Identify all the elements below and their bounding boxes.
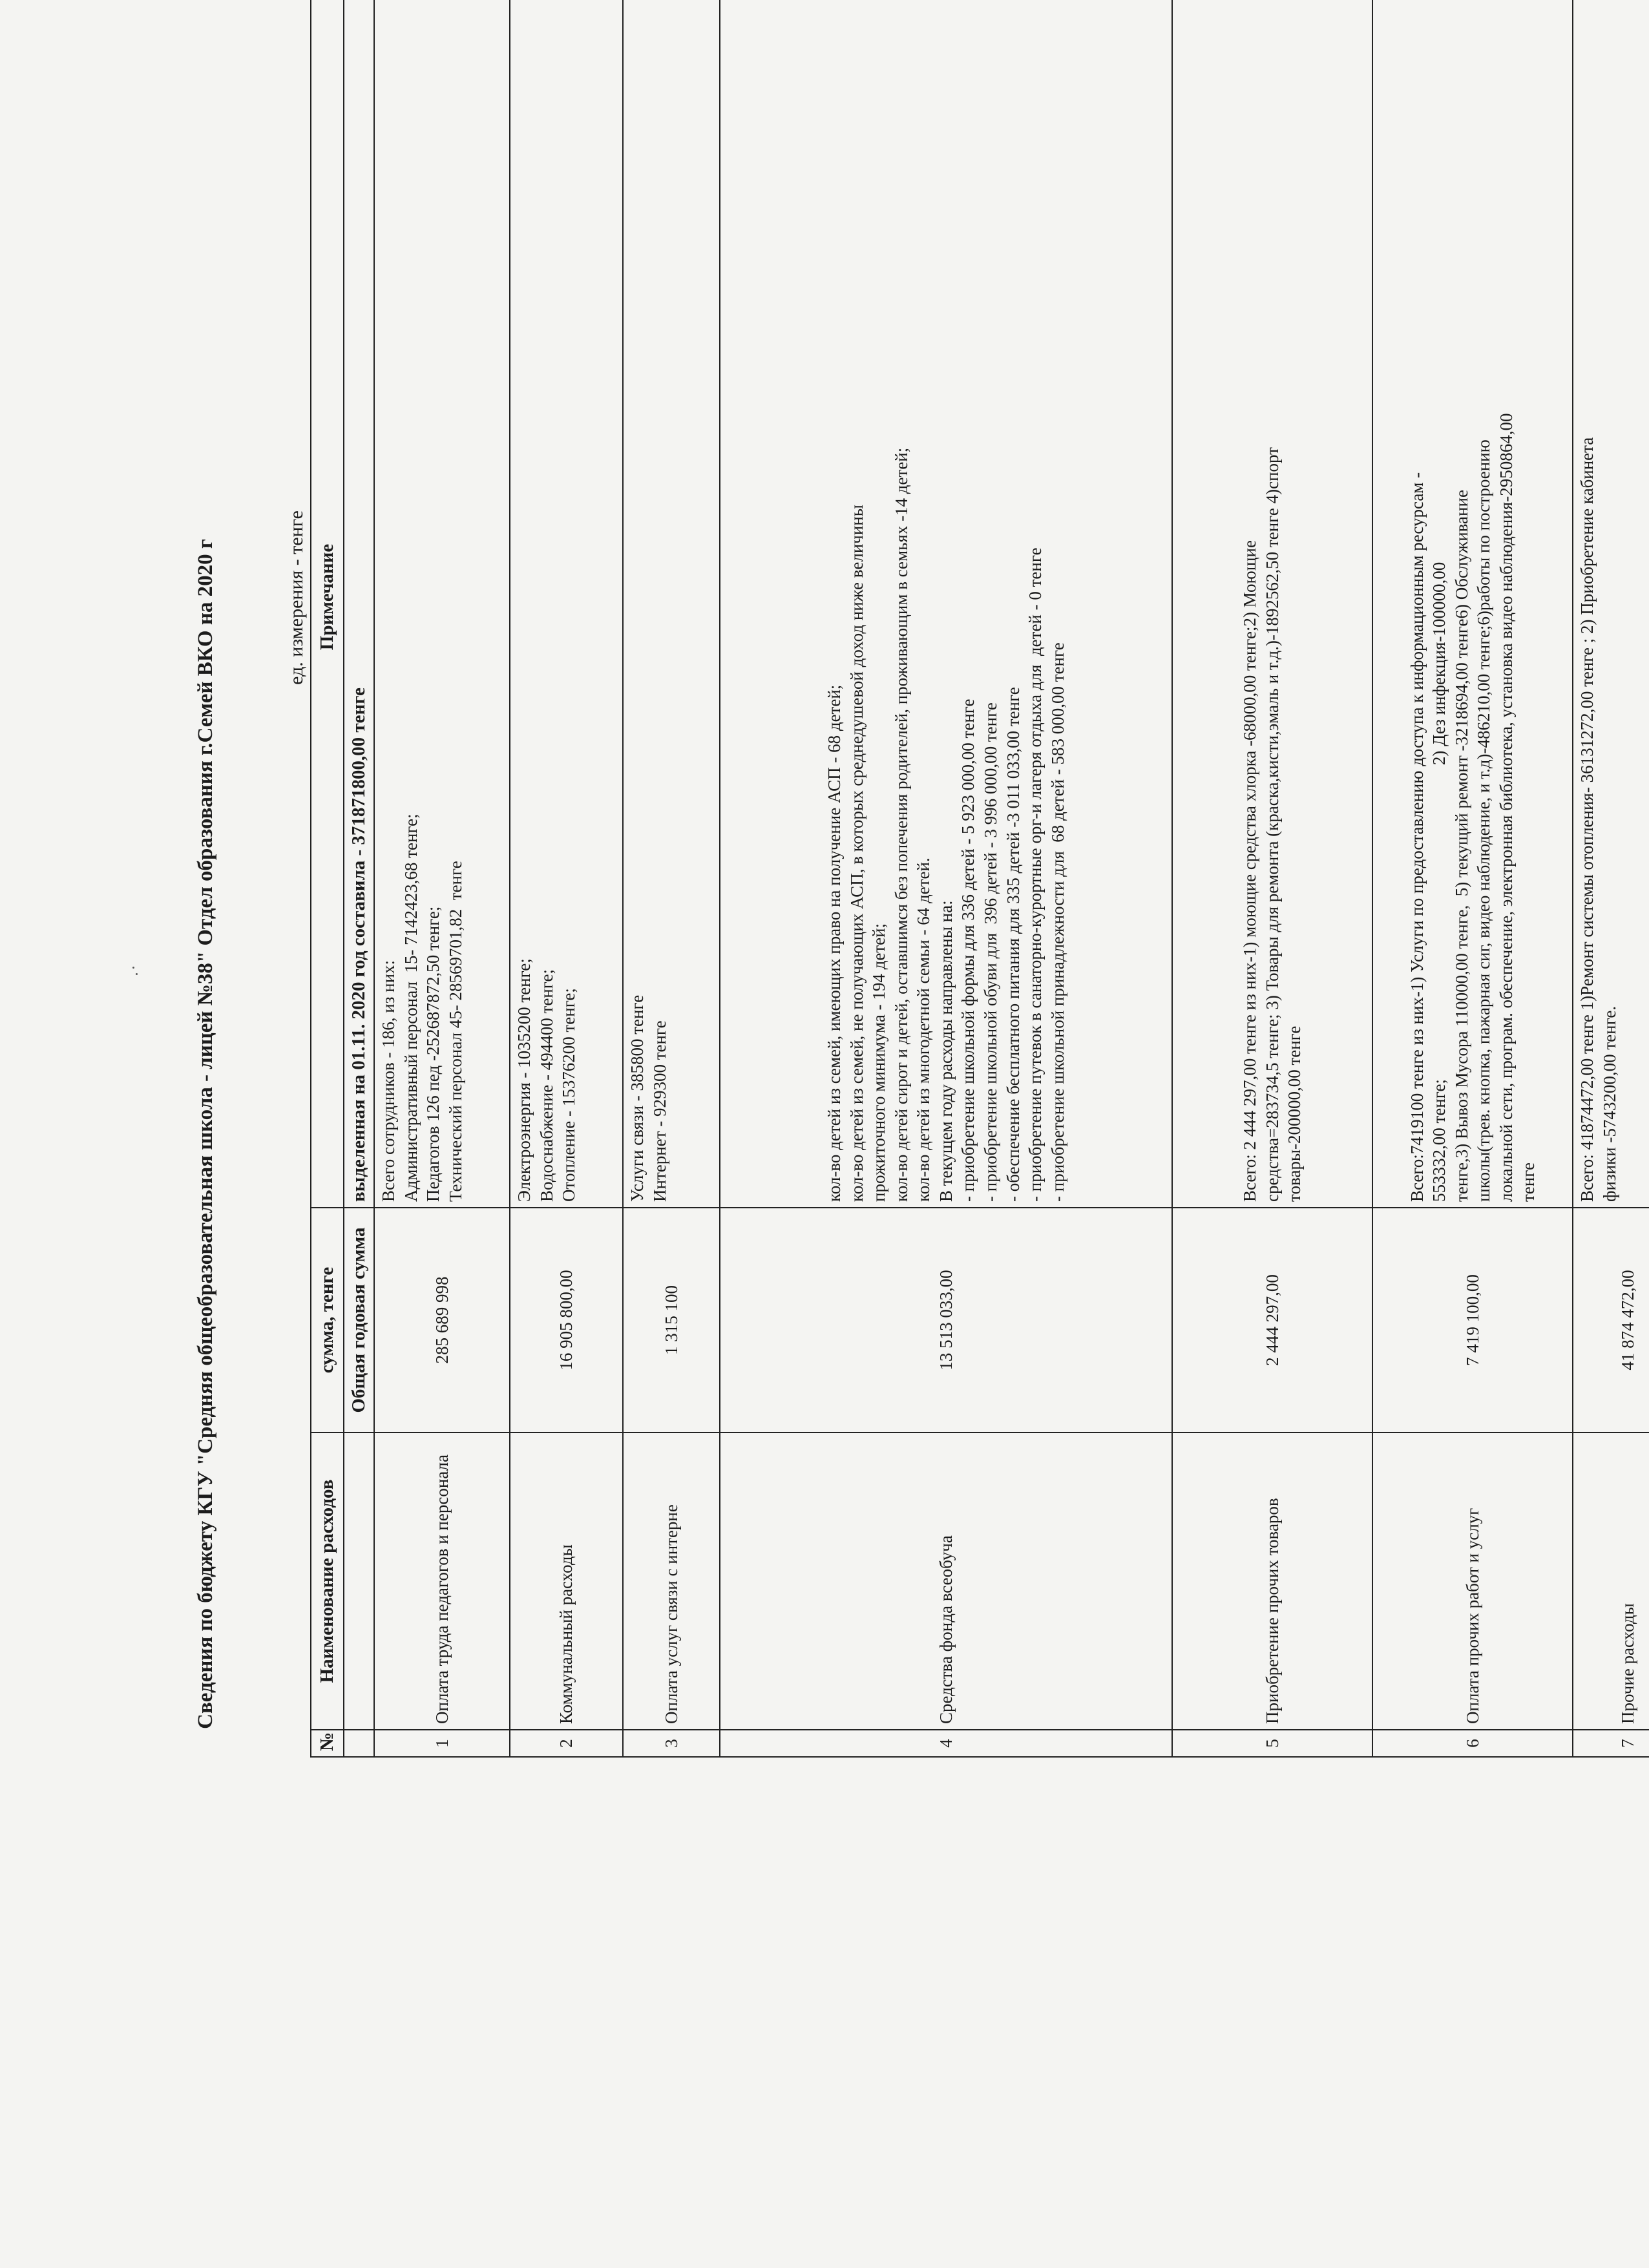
table-row (1573, 0, 1649, 1757)
col-header-note: Примечание (311, 0, 344, 1208)
expense-sum: 13 513 033,00 (720, 1208, 1172, 1433)
note-line: Педагогов 126 пед -252687872,50 тенге; (423, 906, 443, 1202)
expense-note (623, 0, 720, 1208)
expense-name: Оплата услуг связи с интерне (623, 1433, 720, 1730)
expense-name: Оплата труда педагогов и персонала (374, 1433, 510, 1730)
note-line: - приобретение школьной принадлежности для 68 детей - 583 000,00 тенге (1047, 642, 1067, 1202)
expense-sum: 41 874 472,00 (1573, 1208, 1649, 1433)
total-row (344, 0, 374, 1757)
note-line: локальной сети, програм. обеспечение, электронная библиотека, установка видео наблюдения-2950864,00 (1496, 413, 1516, 1202)
table-row (374, 0, 510, 1757)
units-label: ед. измерения - тенге (286, 510, 307, 685)
expense-note (374, 0, 510, 1208)
note-line: - обеспечение бесплатного питания для 335 детей -3 011 033,00 тенге (1003, 687, 1023, 1202)
note-line: кол-во детей из семей, имеющих право на получение АСП - 68 детей; (824, 684, 845, 1202)
note-line: В текущем году расходы направлены на: (936, 900, 956, 1202)
col-header-name: Наименование расходов (311, 1433, 344, 1730)
note-line: школы(трев. кнопка, пажарная сиг, видео наблюдение, и т.д)-486210,00 тенге;6)работы по построению (1474, 439, 1494, 1202)
col-header-sum: сумма, тенге (311, 1208, 344, 1433)
note-line: - приобретение школьной обуви для 396 детей - 3 996 000,00 тенге (981, 702, 1001, 1202)
document-title: Сведения по бюджету КГУ "Средняя общеобразовательная школа - лицей №38" Отдел образования г.Семей ВКО на 2020 г (194, 539, 217, 1729)
note-line: средства=283734,5 тенге; 3) Товары для ремонта (краска,кисти,эмаль и т.д.)-1892562,50 тенге 4)спорт (1262, 447, 1282, 1202)
budget-table (310, 0, 1649, 1758)
note-line: Технический персонал 45- 28569701,82 тенге (445, 861, 465, 1202)
row-number: 4 (720, 1730, 1172, 1757)
expense-note (720, 0, 1172, 1208)
row-number: 7 (1573, 1730, 1649, 1757)
note-line: Интернет - 929300 тенге (649, 1020, 669, 1202)
note-line: прожиточного минимума - 194 детей; (869, 923, 889, 1202)
table-header-row (311, 0, 344, 1757)
total-value: выделенная на 01.11. 2020 год составила - 371871800,00 тенге (344, 0, 374, 1208)
expense-sum: 7 419 100,00 (1372, 1208, 1573, 1433)
note-line: Всего сотрудников - 186, из них: (379, 960, 399, 1202)
row-number: 1 (374, 1730, 510, 1757)
note-line: Электроэнергия - 1035200 тенге; (514, 958, 534, 1202)
note-line: тенге,3) Вывоз Мусора 110000,00 тенге, 5) текущий ремонт -3218694,00 тенге6) Обслуживание (1451, 490, 1471, 1202)
expense-name: Прочие расходы (1573, 1433, 1649, 1730)
expense-sum: 1 315 100 (623, 1208, 720, 1433)
expense-note (1172, 0, 1372, 1208)
row-number: 2 (510, 1730, 623, 1757)
expense-name: Оплата прочих работ и услуг (1372, 1433, 1573, 1730)
expense-name: Средства фонда всеобуча (720, 1433, 1172, 1730)
row-number: 6 (1372, 1730, 1573, 1757)
table-body (344, 0, 1649, 1757)
scan-speck (132, 967, 134, 969)
table-row (510, 0, 623, 1757)
note-line: кол-во детей из семей, не получающих АСП, в которых среднедушевой доход ниже величины (846, 505, 867, 1202)
table-row (1372, 0, 1573, 1757)
note-line: кол-во детей сирот и детей, оставшимся без попечения родителей, проживающим в семьях -14 детей; (891, 447, 911, 1202)
note-line: тенге (1518, 1162, 1539, 1202)
total-label: Общая годовая сумма (344, 1208, 374, 1433)
note-line: физики -5743200,00 тенге. (1599, 1005, 1619, 1202)
total-row-num (344, 1730, 374, 1757)
expense-note (1372, 0, 1573, 1208)
expense-sum: 2 444 297,00 (1172, 1208, 1372, 1433)
note-line: - приобретение школьной формы для 336 детей - 5 923 000,00 тенге (958, 698, 978, 1202)
table-row (720, 0, 1172, 1757)
expense-name: Коммунальный расходы (510, 1433, 623, 1730)
scan-speck (136, 973, 138, 975)
note-line: товары-200000,00 тенге (1285, 1025, 1305, 1202)
note-line: - приобретение путевок в санаторно-курортные орг-и лагеря отдыха для детей - 0 тенге (1025, 547, 1045, 1202)
note-line: Отопление - 15376200 тенге; (559, 988, 579, 1202)
note-line: Водоснабжение - 494400 тенге; (536, 969, 556, 1202)
table-row (623, 0, 720, 1757)
note-line: Всего: 2 444 297,00 тенге из них-1) моющие средства хлорка -68000,00 тенге;2) Моющие (1240, 540, 1260, 1202)
expense-name: Приобретение прочих товаров (1172, 1433, 1372, 1730)
total-row-name (344, 1433, 374, 1730)
col-header-num: № (311, 1730, 344, 1757)
row-number: 5 (1172, 1730, 1372, 1757)
note-line: кол-во детей из многодетной семьи - 64 детей. (914, 857, 934, 1202)
expense-note (510, 0, 623, 1208)
note-line: Всего: 41874472,00 тенге 1)Ремонт системы отопления- 36131272,00 тенге ; 2) Приобретение кабинета (1577, 437, 1597, 1202)
expense-note (1573, 0, 1649, 1208)
note-line: Услуги связи - 385800 тенге (627, 994, 647, 1202)
row-number: 3 (623, 1730, 720, 1757)
expense-sum: 285 689 998 (374, 1208, 510, 1433)
table-row (1172, 0, 1372, 1757)
note-line: Всего:7419100 тенге из них-1) Услуги по предоставлению доступа к информационным ресурсам - (1407, 472, 1427, 1202)
note-line: 553332,00 тенге; 2) Дез инфекция-100000,00 (1429, 562, 1449, 1202)
expense-sum: 16 905 800,00 (510, 1208, 623, 1433)
note-line: Административный персонал 15- 7142423,68 тенге; (401, 814, 421, 1202)
